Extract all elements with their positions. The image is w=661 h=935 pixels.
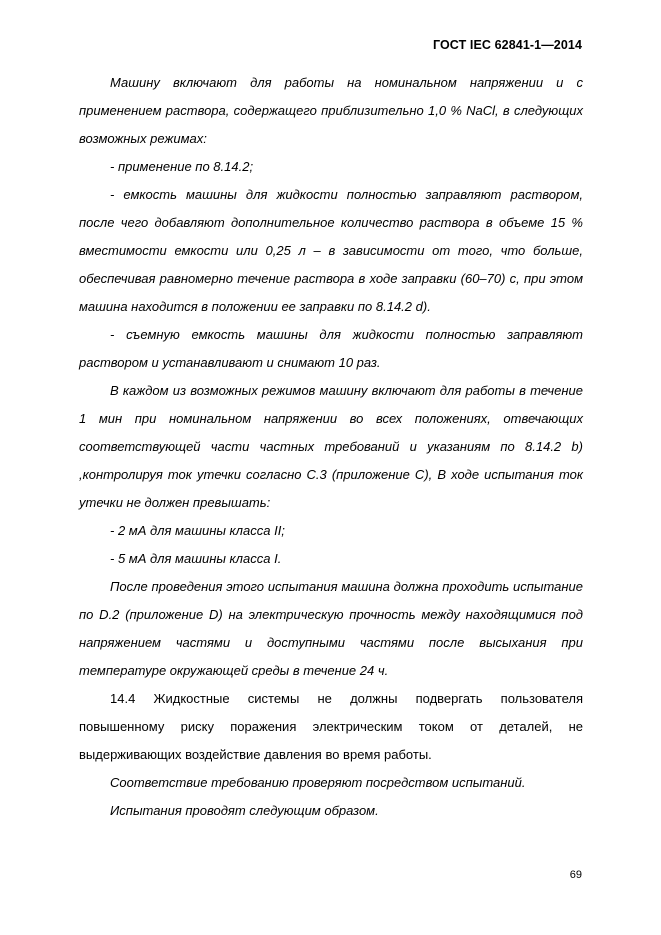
document-standard-id: ГОСТ IEC 62841-1—2014 [432,38,582,52]
paragraph-compliance: Соответствие требованию проверяют посредством испытаний. [110,775,526,790]
page-number: 69 [569,869,582,881]
paragraph-electric-strength: После проведения этого испытания машина должна проходить испытание по D.2 (приложение D) на электрическую прочность между находящимися под напряжением частями и доступными частями после высыхания при температуре окружающей среды в течение 24 ч. [79,579,583,678]
paragraph-test-conditions: Машину включают для работы на номинальном напряжении и с применением раствора, содержащего приблизительно 1,0 % NaCl, в следующих возможных режимах: [79,75,583,146]
list-item-mode-1: - применение по 8.14.2; [110,159,254,174]
paragraph-test-procedure: Испытания проводят следующим образом. [110,803,379,818]
list-item-mode-2: - емкость машины для жидкости полностью заправляют раствором, после чего добавляют дополнительное количество раствора в объеме 15 % вместимости емкости или 0,25 л – в зависимости от того, что больше, обеспечивая равномерно течение раствора в ходе заправки (60–70) с, при этом машина находится в положении ее заправки по 8.14.2 d). [79,187,583,314]
list-item-mode-3: - съемную емкость машины для жидкости полностью заправляют раствором и устанавливают и снимают 10 раз. [79,327,583,370]
paragraph-leakage-current: В каждом из возможных режимов машину включают для работы в течение 1 мин при номинальном напряжении во всех положениях, отвечающих соответствующей части частных требований и указаниям по 8.14.2 b) ,контролируя ток утечки согласно C.3 (приложение C), В ходе испытания ток утечки не должен превышать: [79,383,583,510]
paragraph-clause-14-4: 14.4 Жидкостные системы не должны подвергать пользователя повышенному риску поражения электрическим током от деталей, не выдерживающих воздействие давления во время работы. [79,691,583,762]
list-item-class-1-limit: - 5 мА для машины класса I. [110,551,282,566]
document-body [79,69,583,825]
list-item-class-2-limit: - 2 мА для машины класса II; [110,523,285,538]
